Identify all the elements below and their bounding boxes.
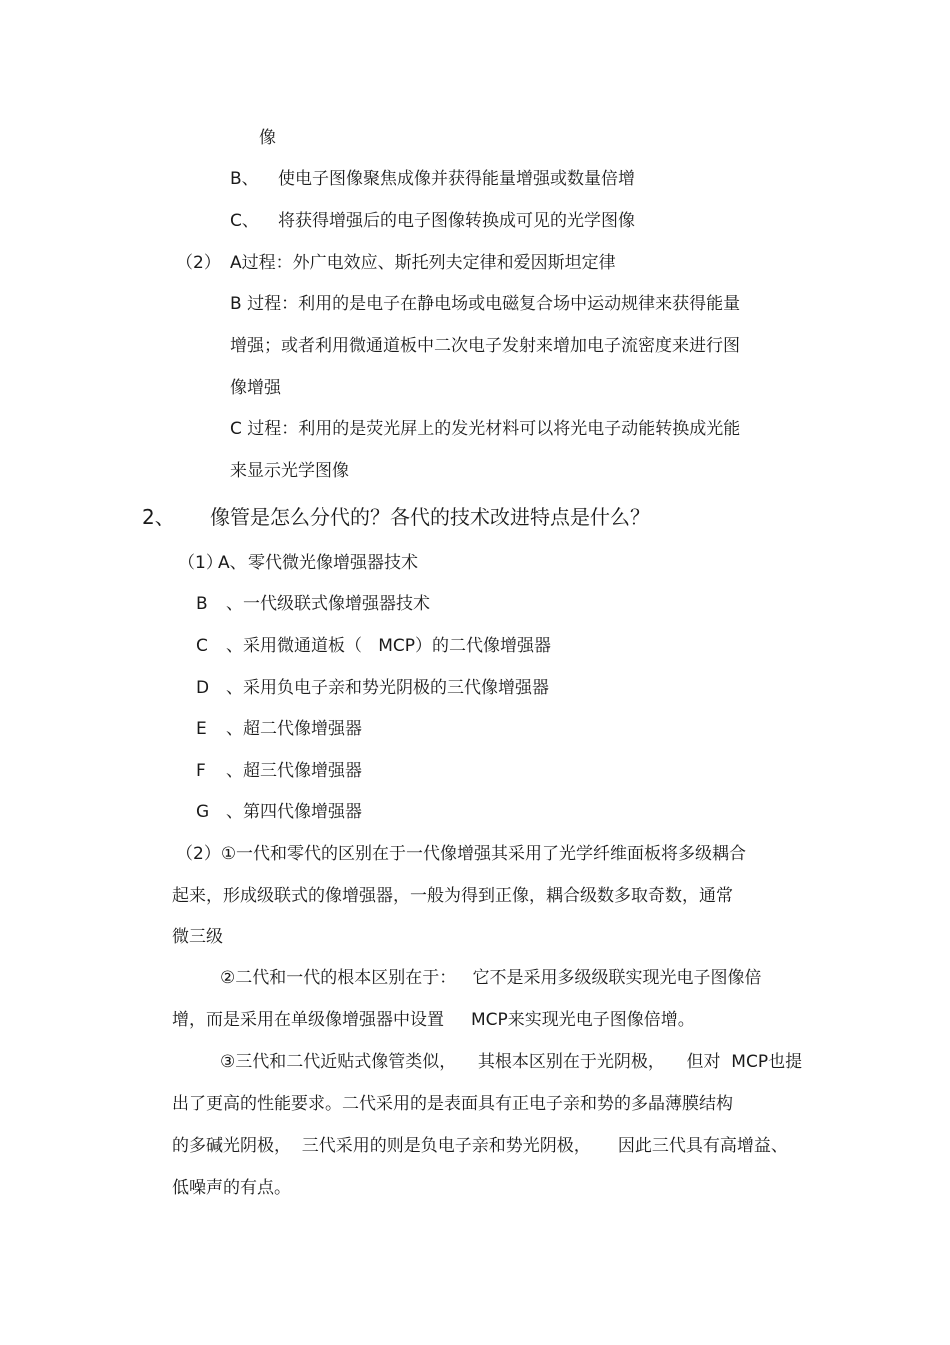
q1-p2-a: A过程：外广电效应、斯托列夫定律和爱因斯坦定律 xyxy=(230,253,616,273)
q2-item-f-text: 、超三代像增强器 xyxy=(226,761,362,781)
q2-p2-line9: 低噪声的有点。 xyxy=(172,1178,291,1198)
q2-p2-line5: 增，而是采用在单级像增强器中设置 MCP来实现光电子图像倍增。 xyxy=(172,1010,695,1030)
q2-p2-line6: ③三代和二代近贴式像管类似， 其根本区别在于光阴极， 但对 MCP也提 xyxy=(220,1052,803,1072)
q2-p2-line3: 微三级 xyxy=(172,927,223,947)
q2-item-c-letter: C xyxy=(196,636,208,656)
q2-item-e-text: 、超二代像增强器 xyxy=(226,719,362,739)
q2-item-d-letter: D xyxy=(196,678,210,698)
q2-item-d-text: 、采用负电子亲和势光阴极的三代像增强器 xyxy=(226,678,549,698)
q1-p2-b3: 像增强 xyxy=(230,378,281,398)
q1-b-label: B、 xyxy=(230,169,259,189)
q1-c-text: 将获得增强后的电子图像转换成可见的光学图像 xyxy=(278,211,635,231)
q1-p2-b1: B 过程：利用的是电子在静电场或电磁复合场中运动规律来获得能量 xyxy=(230,294,741,314)
q1-a-tail: 像 xyxy=(259,128,276,148)
q2-p2-line4: ②二代和一代的根本区别在于： 它不是采用多级级联实现光电子图像倍 xyxy=(220,968,762,988)
q2-item-b-text: 、一代级联式像增强器技术 xyxy=(226,594,430,614)
q2-title: 像管是怎么分代的？各代的技术改进特点是什么？ xyxy=(210,505,650,529)
q2-p1-label: （1） xyxy=(178,553,223,573)
q2-item-a-letter: A、 xyxy=(218,553,247,573)
q2-item-c-text: 、采用微通道板（ MCP）的二代像增强器 xyxy=(226,636,551,656)
q2-p2-line8: 的多碱光阴极， 三代采用的则是负电子亲和势光阴极， 因此三代具有高增益、 xyxy=(172,1136,788,1156)
q2-item-g-letter: G xyxy=(196,802,210,822)
q1-p2-c1: C 过程：利用的是荧光屏上的发光材料可以将光电子动能转换成光能 xyxy=(230,419,741,439)
q1-p2-label: （2） xyxy=(176,253,221,273)
q1-p2-b2: 增强；或者利用微通道板中二次电子发射来增加电子流密度来进行图 xyxy=(230,336,740,356)
q1-b-text: 使电子图像聚焦成像并获得能量增强或数量倍增 xyxy=(278,169,635,189)
q2-item-f-letter: F xyxy=(196,761,206,781)
q2-p2-line7: 出了更高的性能要求。二代采用的是表面具有正电子亲和势的多晶薄膜结构 xyxy=(172,1094,733,1114)
q2-item-g-text: 、第四代像增强器 xyxy=(226,802,362,822)
q2-p2-line1: （2）①一代和零代的区别在于一代像增强其采用了光学纤维面板将多级耦合 xyxy=(176,844,747,864)
q1-c-label: C、 xyxy=(230,211,259,231)
q1-p2-c2: 来显示光学图像 xyxy=(230,461,349,481)
q2-item-a-text: 零代微光像增强器技术 xyxy=(248,553,418,573)
q2-item-b-letter: B xyxy=(196,594,208,614)
q2-number: 2、 xyxy=(142,505,175,529)
q2-p2-line2: 起来，形成级联式的像增强器，一般为得到正像，耦合级数多取奇数，通常 xyxy=(172,886,733,906)
q2-item-e-letter: E xyxy=(196,719,207,739)
